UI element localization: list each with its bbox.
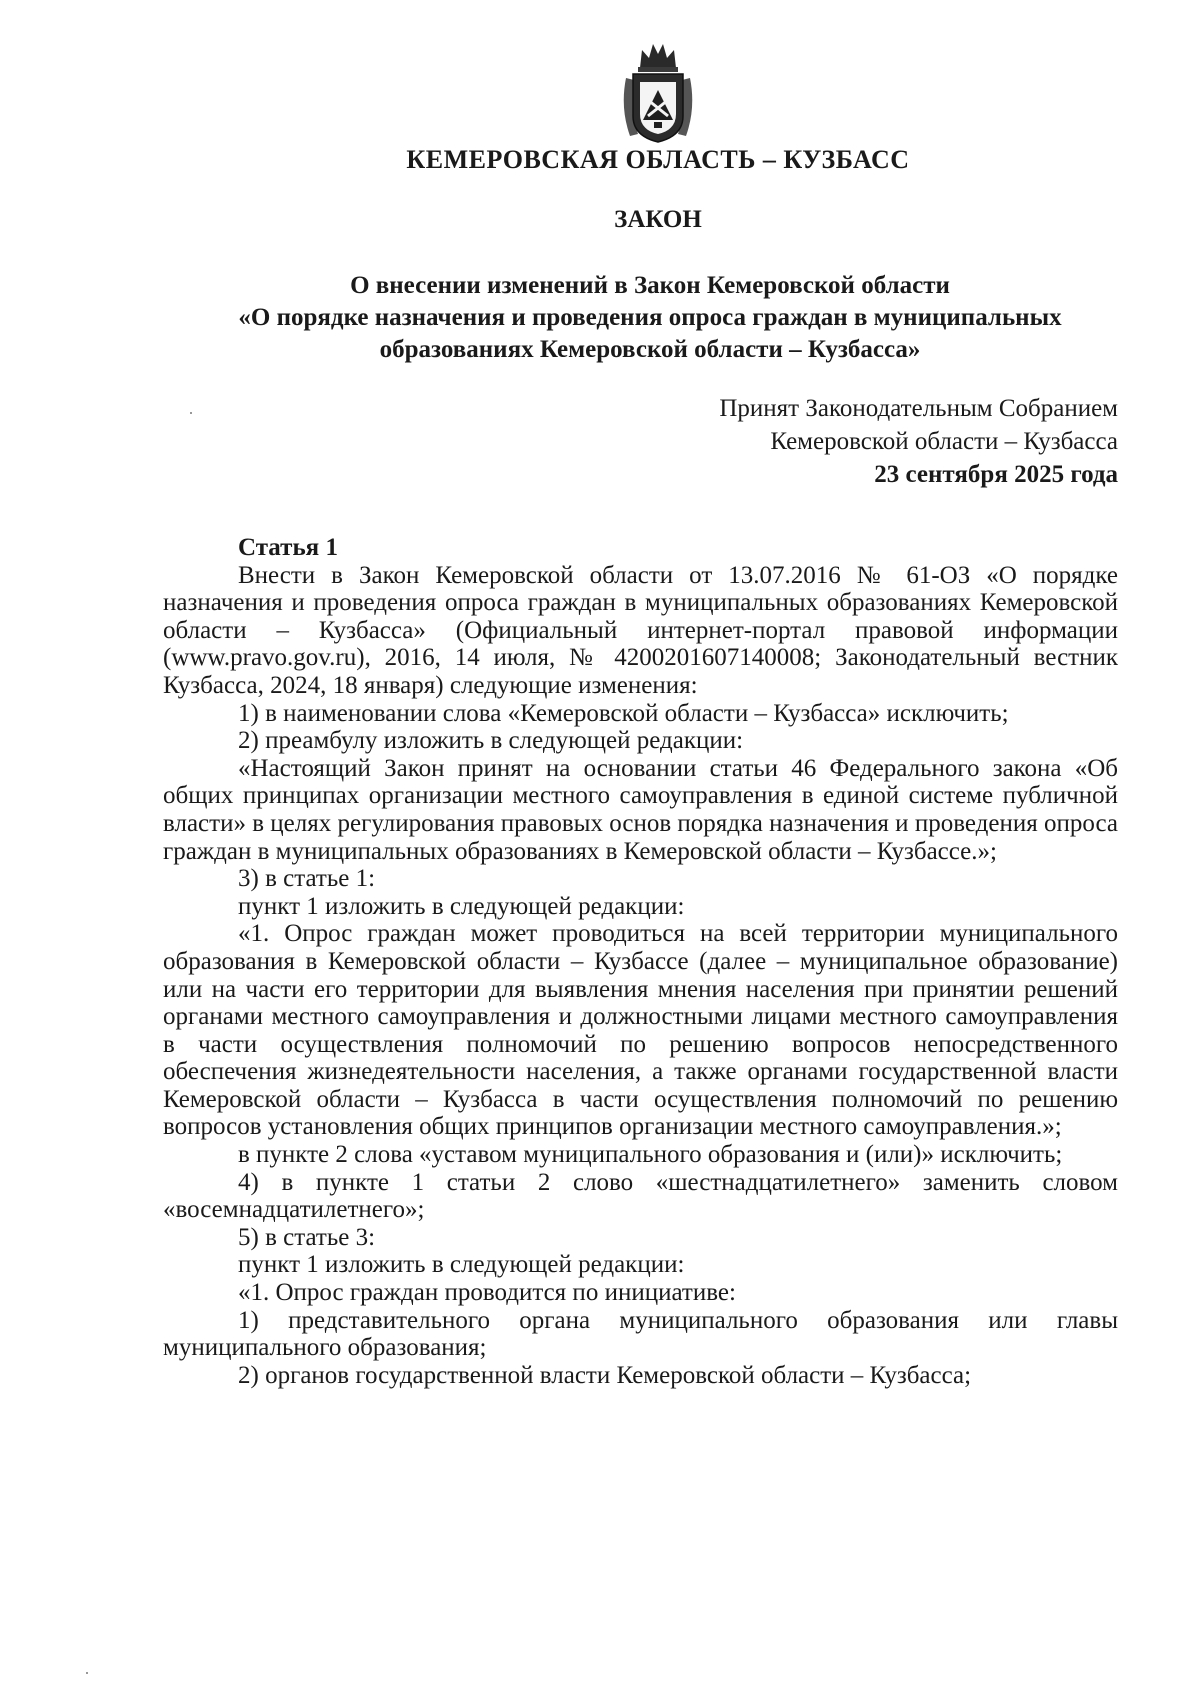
article-heading: Статья 1 — [238, 534, 338, 561]
law-title — [200, 270, 1100, 366]
article-paragraph: пункт 1 изложить в следующей редакции: — [238, 892, 685, 920]
scan-speck — [86, 1672, 88, 1674]
scan-speck — [190, 412, 192, 414]
law-title-line: О внесении изменений в Закон Кемеровской области — [350, 272, 950, 299]
adoption-block — [518, 392, 1118, 491]
article-paragraph: в пункте 2 слова «уставом муниципального образования и (или)» исключить; — [238, 1141, 1063, 1169]
adoption-line: Принят Законодательным Собранием — [719, 395, 1118, 422]
coat-of-arms-emblem — [618, 38, 698, 146]
adoption-date: 23 сентября 2025 года — [874, 461, 1118, 488]
adoption-line: Кемеровской области – Кузбасса — [770, 428, 1118, 455]
article-paragraph: «1. Опрос граждан проводится по инициативе: — [238, 1279, 736, 1307]
region-name: КЕМЕРОВСКАЯ ОБЛАСТЬ – КУЗБАСС — [406, 145, 910, 174]
article-paragraph: пункт 1 изложить в следующей редакции: — [238, 1251, 685, 1279]
article-paragraph: 3) в статье 1: — [238, 865, 376, 893]
article-paragraph: 2) преамбулу изложить в следующей редакции: — [238, 727, 744, 755]
article-body — [163, 534, 1118, 1389]
article-paragraph: 4) в пункте 1 статьи 2 слово «шестнадцатилетнего» заменить словом «восемнадцатилетнего»; — [163, 1168, 1118, 1224]
article-paragraph: Внести в Закон Кемеровской области от 13.07.2016 № 61-ОЗ «О порядке назначения и проведения опроса граждан в муниципальных образованиях Кемеровской области – Кузбасса» (Официальный интернет-портал правовой информации (www.pravo.gov.ru), 2016, 14 июля, № 4200201607140008; Законодательный вестник Кузбасса, 2024, 18 января) следующие изменения: — [163, 561, 1118, 699]
article-paragraph: 2) органов государственной власти Кемеровской области – Кузбасса; — [238, 1361, 972, 1389]
article-paragraph: 1) представительного органа муниципального образования или главы муниципального образования; — [163, 1306, 1118, 1362]
article-paragraph: 1) в наименовании слова «Кемеровской области – Кузбасса» исключить; — [238, 699, 1009, 727]
law-title-line: образованиях Кемеровской области – Кузбасса» — [379, 336, 921, 363]
document-type: ЗАКОН — [614, 206, 702, 233]
article-paragraph: «1. Опрос граждан может проводиться на всей территории муниципального образования в Кемеровской области – Кузбассе (далее – муниципальное образование) или на части его территории для выявления мнения населения при принятии решений органами местного самоуправления и должностными лицами местного самоуправления в части осуществления полномочий по решению вопросов непосредственного обеспечения жизнедеятельности населения, а также органами государственной власти Кемеровской области – Кузбасса в части осуществления полномочий по решению вопросов установления общих принципов организации местного самоуправления.»; — [163, 920, 1118, 1141]
law-title-line: «О порядке назначения и проведения опроса граждан в муниципальных — [238, 304, 1062, 331]
article-paragraph: «Настоящий Закон принят на основании статьи 46 Федерального закона «Об общих принципах организации местного самоуправления в единой системе публичной власти» в целях регулирования правовых основ порядка назначения и проведения опроса граждан в муниципальных образованиях в Кемеровской области – Кузбассе.»; — [163, 754, 1118, 865]
article-paragraph: 5) в статье 3: — [238, 1223, 376, 1251]
